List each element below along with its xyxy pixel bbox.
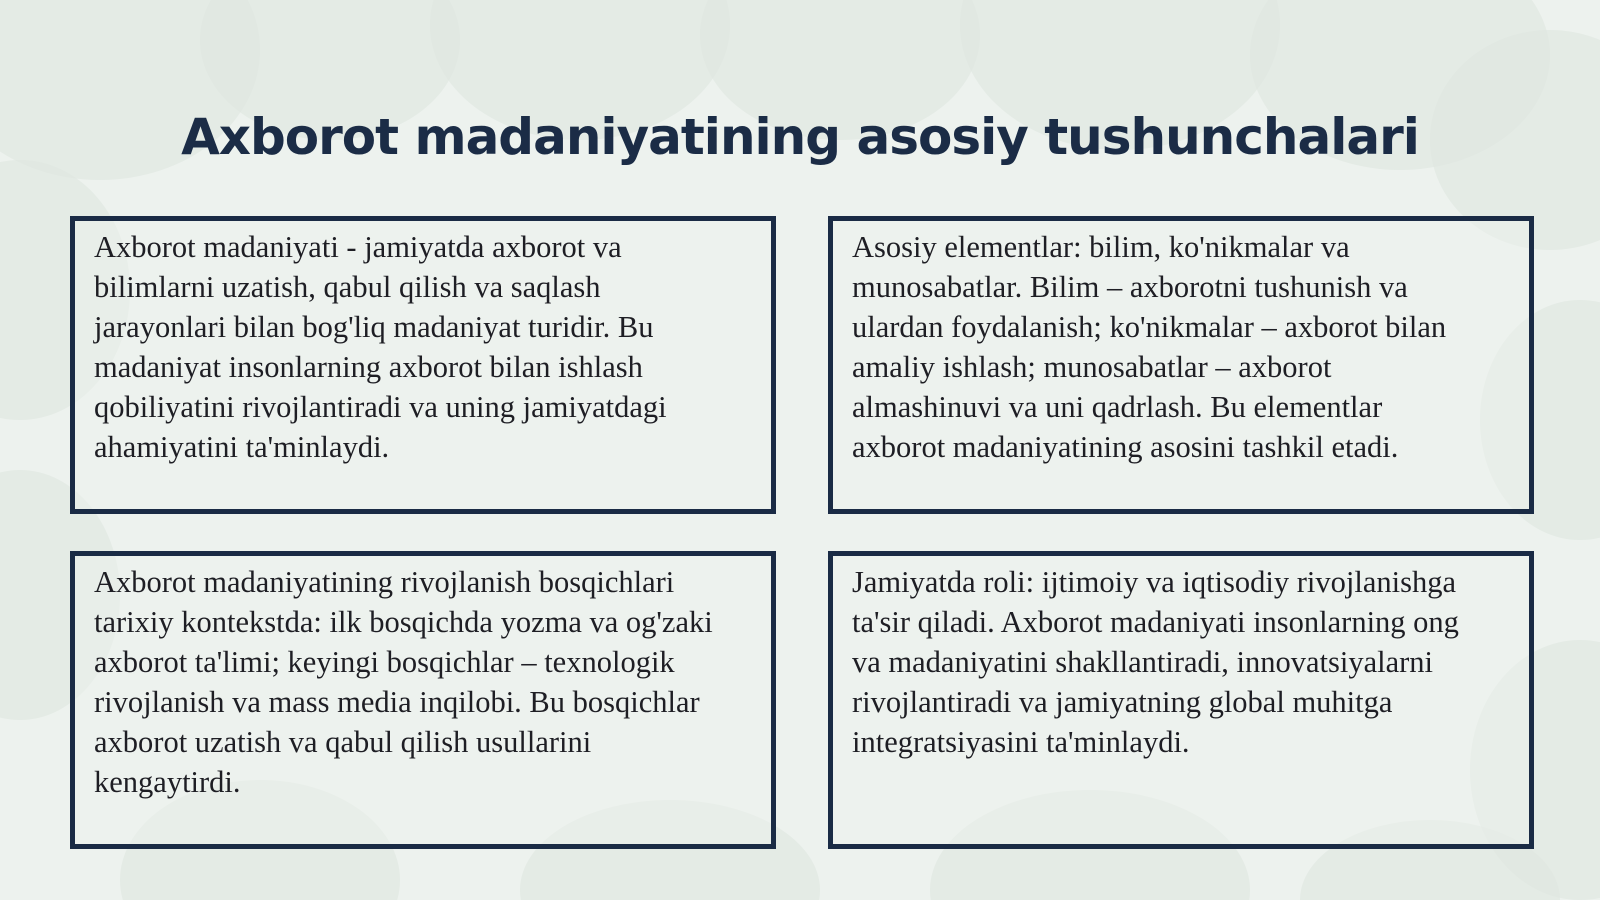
card-text-line: munosabatlar. Bilim – axborotni tushunish va [852, 270, 1408, 304]
card-text-line: Asosiy elementlar: bilim, ko'nikmalar va [852, 230, 1350, 264]
card-text-line: Axborot madaniyati - jamiyatda axborot va [94, 230, 622, 264]
card-text-line: kengaytirdi. [94, 765, 241, 799]
card-text-line: rivojlanish va mass media inqilobi. Bu bosqichlar [94, 685, 700, 719]
card-text-line: qobiliyatini rivojlantiradi va uning jamiyatdagi [94, 390, 667, 424]
card-text-line: va madaniyatini shakllantiradi, innovatsiyalarni [852, 645, 1434, 679]
slide-title: Axborot madaniyatining asosiy tushunchalari [181, 108, 1419, 166]
card-text-line: integratsiyasini ta'minlaydi. [852, 725, 1190, 759]
card-definition [70, 216, 776, 514]
card-text-line: tarixiy kontekstda: ilk bosqichda yozma va og'zaki [94, 605, 713, 639]
card-text-line: axborot uzatish va qabul qilish usullarini [94, 725, 592, 759]
card-text-line: ahamiyatini ta'minlaydi. [94, 430, 390, 464]
card-text-line: axborot madaniyatining asosini tashkil etadi. [852, 430, 1399, 464]
card-text-line: almashinuvi va uni qadrlash. Bu elementlar [852, 390, 1383, 424]
card-text-line: jarayonlari bilan bog'liq madaniyat turidir. Bu [94, 310, 654, 344]
card-text-line: madaniyat insonlarning axborot bilan ishlash [94, 350, 643, 384]
card-text-line: amaliy ishlash; munosabatlar – axborot [852, 350, 1332, 384]
card-text-line: rivojlantiradi va jamiyatning global muhitga [852, 685, 1393, 719]
card-text-line: Axborot madaniyatining rivojlanish bosqichlari [94, 565, 675, 599]
card-text-line: ulardan foydalanish; ko'nikmalar – axborot bilan [852, 310, 1447, 344]
card-text-line: Jamiyatda roli: ijtimoiy va iqtisodiy rivojlanishga [852, 565, 1456, 599]
card-text-line: axborot ta'limi; keyingi bosqichlar – texnologik [94, 645, 675, 679]
card-stages [70, 551, 776, 849]
card-text-line: bilimlarni uzatish, qabul qilish va saqlash [94, 270, 601, 304]
card-text-line: ta'sir qiladi. Axborot madaniyati insonlarning ong [852, 605, 1459, 639]
card-society-role [828, 551, 1534, 849]
card-elements [828, 216, 1534, 514]
